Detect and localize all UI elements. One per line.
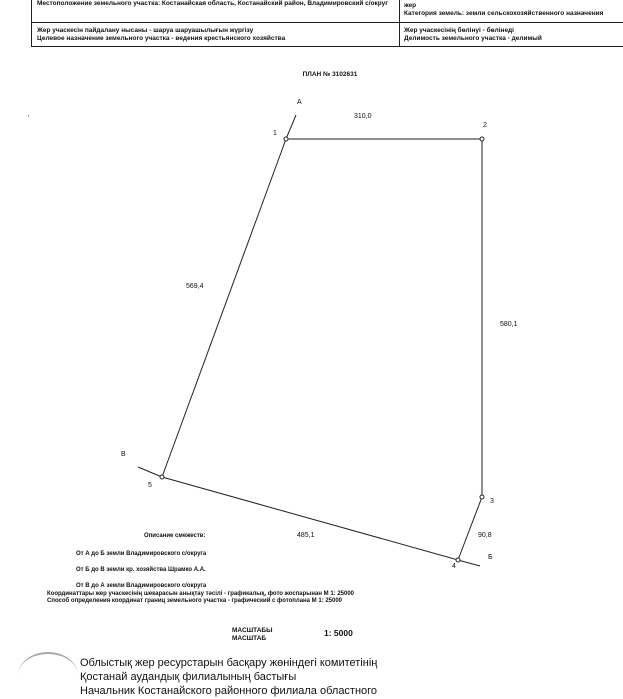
method-kz: Координаттары жер учаскесінің шекарасын анықтау тәсілі - графикалық, фото жоспарынан М 1: 25000 (47, 591, 355, 597)
point-label-2: 2 (483, 122, 487, 129)
point-label-1: 1 (273, 130, 277, 137)
category-ru: Категория земель: земли сельскохозяйственного назначения (404, 9, 604, 17)
scale-value: 1: 5000 (324, 628, 353, 638)
side-length: 485,1 (297, 532, 315, 539)
letter-v: В (121, 451, 126, 458)
signature-line: Начальник Костанайского районного филиала областного (80, 685, 378, 697)
side-length: 569,4 (186, 283, 204, 290)
corner-point (480, 495, 484, 499)
boundary-extension (138, 467, 162, 477)
boundary-extension (286, 115, 296, 139)
corner-point (160, 475, 164, 479)
side-length: 580,1 (500, 321, 518, 328)
plan-title: ПЛАН № 3102631 (302, 71, 358, 78)
corner-point (456, 558, 460, 562)
purpose-kz: Жер учаскесін пайдалану нысаны - шаруа шаруашылығын жүргізу (37, 27, 254, 34)
adjacency-row: От А до Б земли Владимировского с/округа (76, 551, 207, 557)
divisibility-ru: Делимость земельного участка - делимый (404, 34, 542, 42)
boundary-line (162, 477, 458, 560)
letter-b: Б (488, 554, 493, 561)
corner-point (284, 137, 288, 141)
signature-line: Қостанай аудандық филиалының бастығы (80, 671, 297, 683)
point-label-3: 3 (490, 498, 494, 505)
point-label-4: 4 (452, 563, 456, 570)
method-ru: Способ определения координат границ земельного участка - графический с фотоплана М 1: 25000 (47, 598, 343, 604)
boundary-extension (458, 560, 480, 566)
purpose-ru: Целевое назначение земельного участка - ведения крестьянского хозяйства (37, 34, 286, 42)
boundary-line (458, 497, 482, 560)
point-label-5: 5 (148, 482, 152, 489)
signature-line: Облыстық жер ресурстарын басқару жөніндегі комитетінің (80, 657, 378, 669)
letter-a: А (297, 99, 302, 106)
boundary-line (162, 139, 286, 477)
corner-point (480, 137, 484, 141)
adjacency-row: От В до А земли Владимировского с/округа (76, 583, 207, 589)
scale-label-kz: МАСШТАБЫ (232, 627, 273, 634)
divisibility-kz: Жер учаскесінің бөлінуі - бөлінеді (404, 27, 514, 34)
stamp-fragment (18, 652, 78, 699)
description-title: Описание смежеств: (144, 533, 206, 539)
category-kz: жер (404, 2, 417, 9)
signature-block (80, 656, 377, 698)
scan-mark: ' (28, 115, 30, 122)
side-length: 90,8 (478, 532, 492, 539)
side-length: 310,0 (354, 113, 372, 120)
adjacency-row: От Б до В земли кр. хозяйства Шрамко А.А. (76, 567, 206, 573)
scale-label (232, 627, 272, 643)
location-cell: Местоположение земельного участка: Костанайская область, Костанайский район, Владимировский с/округ (37, 0, 388, 7)
scale-label-ru: МАСШТАБ (232, 635, 267, 642)
